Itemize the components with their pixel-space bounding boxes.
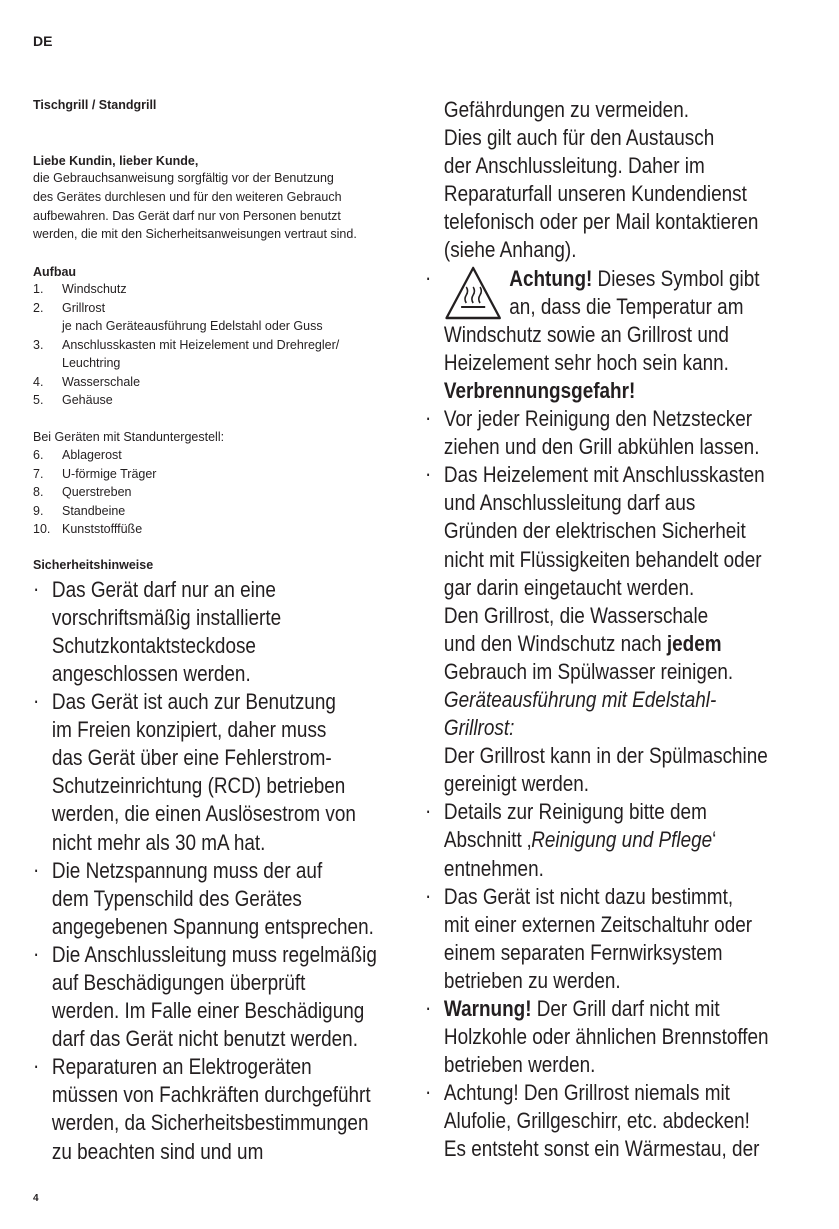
item-text: Standbeine: [62, 503, 126, 518]
list-item: [33, 465, 403, 484]
warnung-label: Warnung!: [443, 996, 532, 1021]
list-item: [33, 446, 403, 465]
bullet: ·: [425, 1079, 432, 1105]
text-line: Achtung! Den Grillrost niemals mit: [443, 1080, 730, 1106]
text-line: einem separaten Fernwirksystem: [443, 939, 723, 965]
text-line: angegebenen Spannung entsprechen.: [51, 913, 374, 939]
item-text: Leuchtring: [62, 356, 121, 371]
list-item: [33, 520, 403, 539]
section-reference: Reinigung und Pflege: [531, 827, 713, 853]
intro-line: aufbewahren. Das Gerät darf nur von Personen benutzt: [33, 208, 341, 223]
list-item: [33, 373, 403, 392]
text-line: nicht mit Flüssigkeiten behandelt oder: [443, 546, 762, 572]
text-line: Es entsteht sonst ein Wärmestau, der: [443, 1136, 760, 1162]
bullet: ·: [33, 940, 40, 966]
bullet: ·: [33, 1053, 40, 1079]
safety-item: [33, 576, 411, 688]
left-column: [33, 97, 403, 1166]
aufbau-heading: Aufbau: [33, 265, 77, 280]
text-line: mit einer externen Zeitschaltuhr oder: [443, 911, 753, 937]
bullet: ·: [33, 575, 40, 601]
text-line: Reparaturfall unseren Kundendienst: [443, 181, 747, 207]
safety-item: [425, 461, 803, 798]
text-line: Holzkohle oder ähnlichen Brennstoffen: [443, 1024, 769, 1050]
right-safety-list: [425, 265, 803, 1164]
text-line: Heizelement sehr hoch sein kann.: [443, 349, 729, 375]
safety-item: [425, 405, 803, 461]
safety-item: [33, 1053, 411, 1165]
text-line: und Anschlussleitung darf aus: [443, 490, 696, 516]
bullet: ·: [425, 461, 432, 487]
item-number: 8.: [33, 485, 44, 500]
safety-item: [33, 941, 411, 1053]
safety-item: [425, 883, 803, 995]
list-item: [33, 502, 403, 521]
bullet: ·: [425, 882, 432, 908]
text-line: angeschlossen werden.: [51, 660, 251, 686]
intro-line: des Gerätes durchlesen und für den weiteren Gebrauch: [33, 189, 342, 204]
text-line: Alufolie, Grillgeschirr, etc. abdecken!: [443, 1108, 750, 1134]
bullet: ·: [33, 688, 40, 714]
aufbau-list: [33, 280, 403, 410]
page-title: Tischgrill / Standgrill: [33, 98, 157, 112]
hot-surface-warning-icon: [444, 265, 502, 321]
intro-line: werden, die mit den Sicherheitsanweisungen vertraut sind.: [33, 227, 357, 242]
text-line: werden. Im Falle einer Beschädigung: [51, 998, 365, 1024]
continuation-paragraph: [425, 96, 803, 265]
text-span: Dieses Symbol gibt: [592, 265, 760, 291]
text-line: Dies gilt auch für den Austausch: [443, 125, 715, 151]
safety-item: [425, 798, 803, 882]
text-line: dem Typenschild des Gerätes: [51, 885, 302, 911]
item-text: Ablagerost: [62, 448, 122, 463]
text-line: müssen von Fachkräften durchgeführt: [51, 1082, 371, 1108]
bullet: ·: [33, 856, 40, 882]
item-number: 2.: [33, 300, 44, 315]
greeting: Liebe Kundin, lieber Kunde,: [33, 154, 199, 168]
item-text: je nach Geräteausführung Edelstahl oder Guss: [62, 319, 323, 334]
text-line: Windschutz sowie an Grillrost und: [443, 321, 729, 347]
safety-item: [425, 1079, 803, 1163]
text-span: ‘: [712, 827, 717, 853]
bullet: ·: [425, 405, 432, 431]
text-line: im Freien konzipiert, daher muss: [51, 717, 327, 743]
stand-intro: Bei Geräten mit Standuntergestell:: [33, 429, 225, 444]
text-span: Der Grill darf nicht mit: [531, 996, 720, 1021]
right-column: [425, 96, 803, 1164]
item-text: U-förmige Träger: [62, 466, 157, 481]
text-line: zu beachten sind und um: [51, 1138, 264, 1164]
text-line: [444, 995, 803, 1023]
item-number: 10.: [33, 522, 51, 537]
text-line: werden, die einen Auslösestrom von: [51, 801, 356, 827]
item-number: 1.: [33, 282, 44, 297]
list-item: [33, 299, 403, 336]
text-line: gereinigt werden.: [443, 771, 590, 797]
text-line: Vor jeder Reinigung den Netzstecker: [443, 406, 753, 432]
text-line: auf Beschädigungen überprüft: [51, 970, 306, 995]
safety-item: [33, 688, 411, 857]
text-line: betrieben werden.: [443, 1052, 596, 1078]
text-line: telefonisch oder per Mail kontaktieren: [443, 209, 759, 235]
text-line: gar darin eingetaucht werden.: [443, 574, 695, 600]
text-line: [444, 826, 803, 854]
text-line: an, dass die Temperatur am: [509, 293, 744, 319]
item-text: Gehäuse: [62, 393, 113, 408]
text-line: Gründen der elektrischen Sicherheit: [443, 518, 746, 544]
bullet: ·: [425, 798, 432, 824]
safety-heading: Sicherheitshinweise: [33, 557, 154, 572]
item-text: Wasserschale: [62, 374, 141, 389]
text-line: Das Gerät darf nur an eine: [51, 576, 276, 602]
text-line: der Anschlussleitung. Daher im: [443, 153, 705, 179]
text-span: Abschnitt ‚: [443, 827, 532, 853]
text-line: Details zur Reinigung bitte dem: [443, 799, 707, 825]
stand-list: [33, 446, 403, 539]
text-line: Den Grillrost, die Wasserschale: [443, 602, 709, 628]
item-number: 3.: [33, 337, 44, 352]
text-line: Die Netzspannung muss der auf: [51, 857, 323, 883]
item-text: Grillrost: [62, 300, 106, 315]
text-line: Schutzkontaktsteckdose: [51, 632, 256, 658]
text-line: darf das Gerät nicht benutzt werden.: [51, 1026, 358, 1052]
item-text: Windschutz: [62, 282, 127, 297]
text-line: werden, da Sicherheitsbestimmungen: [51, 1110, 369, 1136]
item-number: 9.: [33, 503, 44, 518]
text-line: Reparaturen an Elektrogeräten: [51, 1054, 312, 1080]
text-line: Geräteausführung mit Edelstahl-: [443, 686, 717, 712]
item-number: 4.: [33, 374, 44, 389]
text-line: [444, 630, 803, 658]
list-item: [33, 280, 403, 299]
text-line: betrieben zu werden.: [443, 967, 621, 993]
text-line: Das Heizelement mit Anschlusskasten: [443, 462, 765, 488]
item-number: 7.: [33, 466, 44, 481]
item-number: 6.: [33, 448, 44, 463]
emphasis-jedem: jedem: [666, 630, 722, 656]
item-text: Anschlusskasten mit Heizelement und Drehregler/: [62, 337, 340, 352]
text-line: ziehen und den Grill abkühlen lassen.: [443, 434, 760, 460]
safety-list: [33, 576, 411, 1166]
achtung-label: Achtung!: [509, 265, 593, 291]
text-line: nicht mehr als 30 mA hat.: [51, 829, 266, 855]
safety-item: [33, 857, 411, 941]
text-span: und den Windschutz nach: [443, 630, 667, 656]
text-line: Das Gerät ist auch zur Benutzung: [51, 689, 336, 715]
intro-line: die Gebrauchsanweisung sorgfältig vor der Benutzung: [33, 171, 334, 185]
safety-item: [425, 995, 803, 1079]
text-line: Die Anschlussleitung muss regelmäßig: [51, 941, 377, 967]
text-line: entnehmen.: [443, 855, 544, 881]
text-line: (siehe Anhang).: [443, 237, 577, 263]
bullet: ·: [425, 264, 432, 290]
list-item: [33, 336, 403, 373]
item-text: Querstreben: [62, 485, 132, 500]
list-item: [33, 483, 403, 502]
list-item: [33, 391, 403, 410]
text-line: das Gerät über eine Fehlerstrom-: [51, 745, 332, 771]
page-number: 4: [33, 1193, 39, 1204]
text-line: vorschriftsmäßig installierte: [51, 604, 282, 630]
item-number: 5.: [33, 393, 44, 408]
intro-paragraph: [33, 169, 403, 244]
text-line: Der Grillrost kann in der Spülmaschine: [443, 743, 768, 769]
text-line: Schutzeinrichtung (RCD) betrieben: [51, 773, 346, 799]
text-line: Grillrost:: [443, 715, 515, 741]
language-code: DE: [33, 33, 53, 49]
text-line: Gebrauch im Spülwasser reinigen.: [443, 658, 734, 684]
bullet: ·: [425, 995, 432, 1020]
burn-hazard-warning: Verbrennungsgefahr!: [443, 377, 636, 403]
safety-item-achtung: [425, 265, 803, 405]
text-line: Gefährdungen zu vermeiden.: [443, 97, 689, 122]
item-text: Kunststofffüße: [62, 522, 143, 537]
text-line: Das Gerät ist nicht dazu bestimmt,: [443, 883, 734, 909]
